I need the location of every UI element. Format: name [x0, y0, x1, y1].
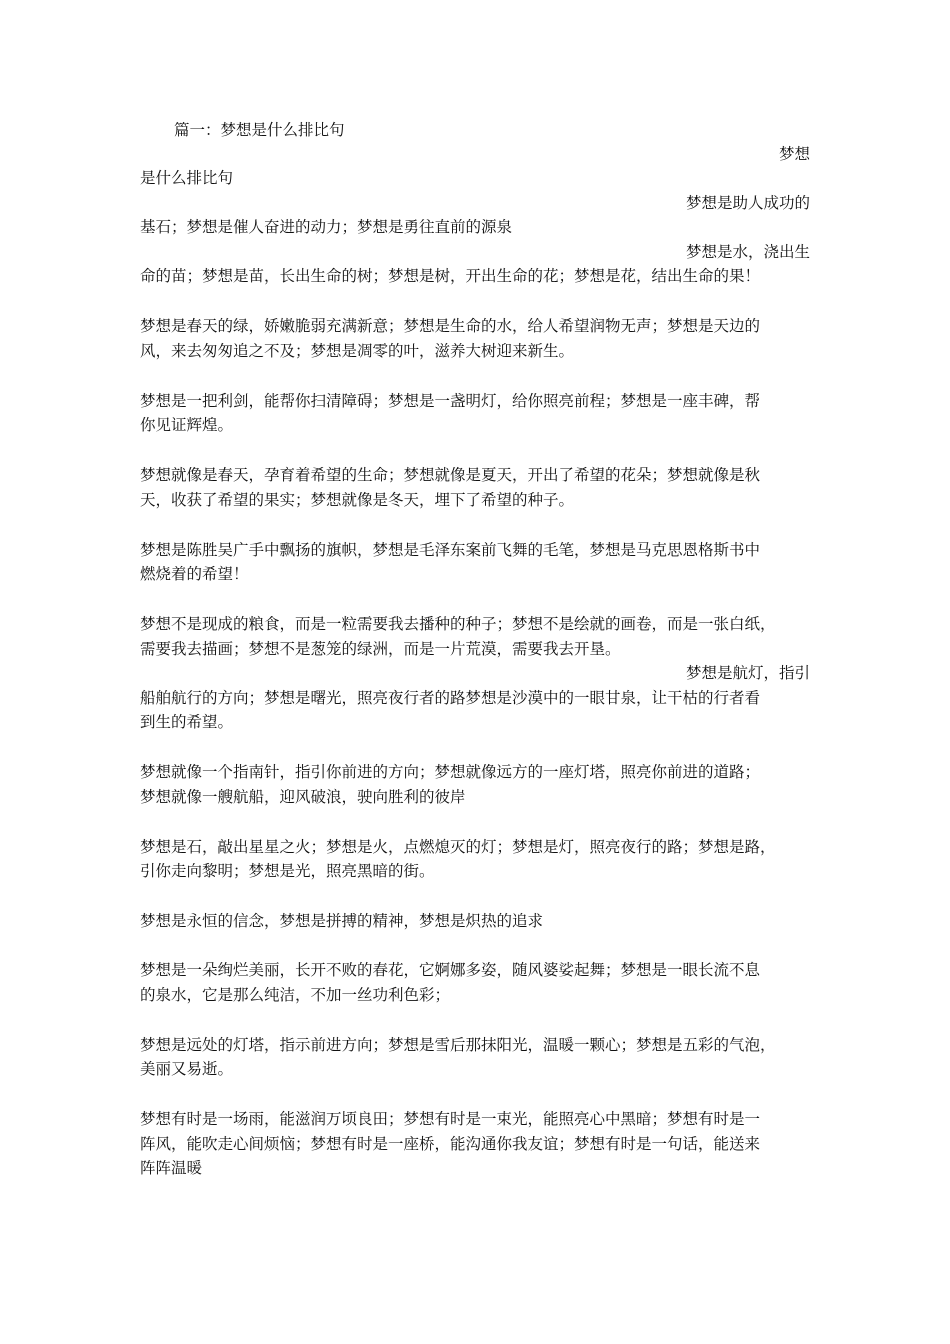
text-line: 梦想是石，敲出星星之火；梦想是火，点燃熄灭的灯；梦想是灯，照亮夜行的路；梦想是路，	[140, 838, 776, 856]
text-line: 梦想是水，浇出生	[685, 243, 810, 261]
text-line: 到生的希望。	[140, 713, 234, 731]
text-line: 梦想不是现成的粮食，而是一粒需要我去播种的种子；梦想不是绘就的画卷，而是一张白纸，	[140, 615, 776, 633]
text-line: 燃烧着的希望！	[140, 565, 249, 583]
text-line: 命的苗；梦想是苗，长出生命的树；梦想是树，开出生命的花；梦想是花，结出生命的果！	[140, 267, 761, 285]
text-line: 梦想	[778, 145, 810, 163]
text-line: 梦想是陈胜吴广手中飘扬的旗帜，梦想是毛泽东案前飞舞的毛笔，梦想是马克思恩格斯书中	[140, 541, 761, 559]
text-line: 梦想有时是一场雨，能滋润万顷良田；梦想有时是一束光，能照亮心中黑暗；梦想有时是一	[140, 1110, 761, 1128]
text-line: 梦想是春天的绿，娇嫩脆弱充满新意；梦想是生命的水，给人希望润物无声；梦想是天边的	[140, 317, 761, 335]
text-line: 梦想是助人成功的	[685, 194, 810, 212]
text-line: 梦想就像一艘航船，迎风破浪，驶向胜利的彼岸	[140, 788, 466, 806]
text-line: 梦想是航灯，指引	[685, 664, 810, 682]
text-line: 梦想是永恒的信念，梦想是拼搏的精神，梦想是炽热的追求	[140, 912, 544, 930]
text-line: 风，来去匆匆追之不及；梦想是凋零的叶，滋养大树迎来新生。	[140, 342, 575, 360]
text-line: 引你走向黎明；梦想是光，照亮黑暗的街。	[140, 862, 435, 880]
text-line: 需要我去描画；梦想不是葱笼的绿洲，而是一片荒漠，需要我去开垦。	[140, 640, 621, 658]
text-line: 阵阵温暖	[140, 1159, 203, 1177]
text-line: 天，收获了希望的果实；梦想就像是冬天，埋下了希望的种子。	[140, 491, 575, 509]
text-line: 梦想就像是春天，孕育着希望的生命；梦想就像是夏天，开出了希望的花朵；梦想就像是秋	[140, 466, 761, 484]
text-line: 梦想就像一个指南针，指引你前进的方向；梦想就像远方的一座灯塔，照亮你前进的道路；	[140, 763, 761, 781]
text-line: 梦想是一朵绚烂美丽，长开不败的春花，它婀娜多姿，随风婆娑起舞；梦想是一眼长流不息	[140, 961, 761, 979]
text-line: 船舶航行的方向；梦想是曙光，照亮夜行者的路梦想是沙漠中的一眼甘泉，让干枯的行者看	[140, 689, 761, 707]
text-line: 基石；梦想是催人奋进的动力；梦想是勇往直前的源泉	[140, 218, 513, 236]
text-line: 篇一：梦想是什么排比句	[174, 121, 345, 139]
text-line: 梦想是远处的灯塔，指示前进方向；梦想是雪后那抹阳光，温暖一颗心；梦想是五彩的气泡，	[140, 1036, 776, 1054]
text-line: 梦想是一把利剑，能帮你扫清障碍；梦想是一盏明灯，给你照亮前程；梦想是一座丰碑，帮	[140, 392, 761, 410]
text-line: 的泉水，它是那么纯洁，不加一丝功利色彩；	[140, 986, 451, 1004]
text-line: 美丽又易逝。	[140, 1060, 234, 1078]
text-line: 是什么排比句	[140, 169, 234, 187]
text-line: 你见证辉煌。	[140, 416, 234, 434]
text-line: 阵风，能吹走心间烦恼；梦想有时是一座桥，能沟通你我友谊；梦想有时是一句话，能送来	[140, 1135, 761, 1153]
